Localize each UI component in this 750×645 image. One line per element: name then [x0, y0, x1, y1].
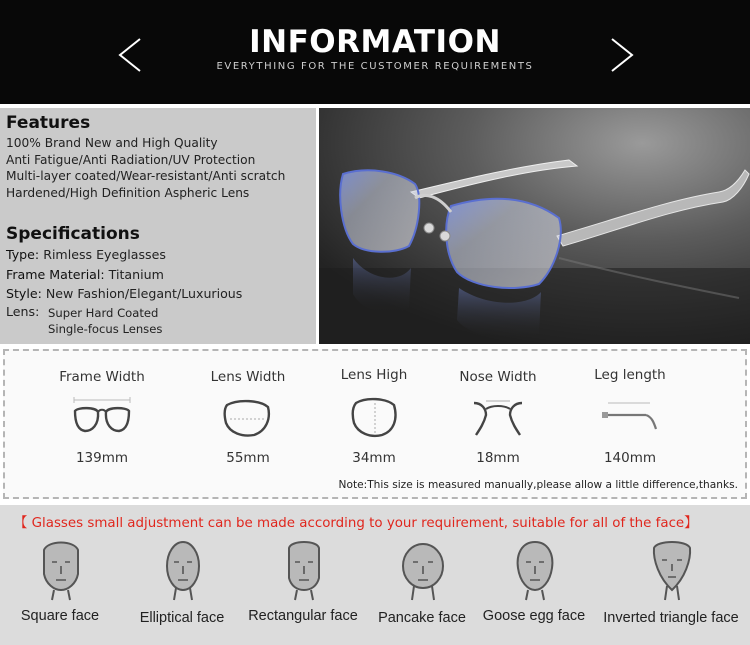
specifications-heading: Specifications: [6, 224, 140, 244]
lens-width-icon: [218, 395, 278, 441]
features-heading: Features: [6, 113, 91, 133]
feature-item: Hardened/High Definition Aspheric Lens: [6, 185, 250, 200]
page-title: INFORMATION: [249, 24, 501, 60]
dimension-label: Leg length: [594, 367, 666, 383]
dimension-label: Lens High: [340, 367, 408, 383]
spec-style-value: New Fashion/Elegant/Luxurious: [45, 286, 243, 301]
chevron-right-icon[interactable]: [602, 35, 642, 75]
face-inverted-triangle: [603, 533, 739, 638]
spec-type-value: Rimless Eyeglasses: [43, 247, 166, 262]
face-adjustment-banner: 【 Glasses small adjustment can be made according to your requirement, suitable for all of the face】: [14, 516, 698, 531]
product-photo: [319, 108, 750, 344]
dimension-value: 55mm: [226, 450, 270, 466]
dimension-label: Nose Width: [459, 369, 537, 385]
feature-item: 100% Brand New and High Quality: [6, 136, 218, 150]
features-panel: [0, 108, 316, 344]
elliptical-face-icon: [160, 538, 206, 602]
dimensions-panel: [3, 349, 747, 499]
spec-style: [6, 286, 242, 301]
frame-width-icon: [72, 395, 132, 441]
square-face-icon: [38, 538, 84, 602]
spec-lens-label: Lens:: [6, 304, 40, 319]
rectangular-face-icon: [281, 538, 327, 602]
spec-frame-material: [6, 267, 164, 282]
nose-width-icon: [468, 395, 528, 441]
face-shapes-panel: [0, 505, 750, 645]
spec-type-label: Type:: [6, 247, 40, 262]
dimension-value: 140mm: [603, 450, 657, 466]
lens-height-icon: [344, 395, 404, 441]
dimension-leg-length: [565, 351, 695, 471]
pancake-face-icon: [400, 538, 446, 602]
feature-item: Anti Fatigue/Anti Radiation/UV Protection: [6, 152, 256, 167]
page-subtitle: EVERYTHING FOR THE CUSTOMER REQUIREMENTS: [216, 61, 534, 72]
face-label: Inverted triangle face: [603, 610, 739, 626]
dimension-lens-height: [309, 351, 439, 471]
face-label: Pancake face: [378, 610, 466, 626]
spec-lens-value: Super Hard Coated: [48, 306, 159, 320]
spec-type: [6, 247, 166, 262]
face-label: Goose egg face: [482, 608, 586, 624]
face-label: Rectangular face: [248, 608, 358, 624]
spec-frame-label: Frame Material:: [6, 267, 105, 282]
spec-frame-value: Titanium: [108, 267, 164, 282]
goose-egg-face-icon: [512, 538, 558, 602]
dimension-label: Lens Width: [210, 369, 286, 385]
dimension-value: 18mm: [476, 450, 520, 466]
dimension-nose-width: [433, 351, 563, 471]
inverted-triangle-face-icon: [649, 538, 695, 602]
measurement-note: Note:This size is measured manually,please allow a little difference,thanks.: [338, 479, 738, 491]
spec-lens-value: Single-focus Lenses: [48, 322, 163, 336]
dimension-value: 34mm: [352, 450, 396, 466]
dimension-label: Frame Width: [59, 369, 145, 385]
info-header: [0, 0, 750, 104]
leg-length-icon: [600, 395, 660, 441]
face-goose-egg: [474, 533, 594, 638]
face-label: Square face: [20, 608, 100, 624]
feature-item: Multi-layer coated/Wear-resistant/Anti scratch: [6, 169, 286, 183]
spec-style-label: Style:: [6, 286, 42, 301]
dimension-frame-width: [37, 351, 167, 471]
dimension-lens-width: [183, 351, 313, 471]
dimension-value: 139mm: [75, 450, 129, 466]
face-label: Elliptical face: [139, 610, 225, 626]
features-list: [6, 135, 285, 201]
